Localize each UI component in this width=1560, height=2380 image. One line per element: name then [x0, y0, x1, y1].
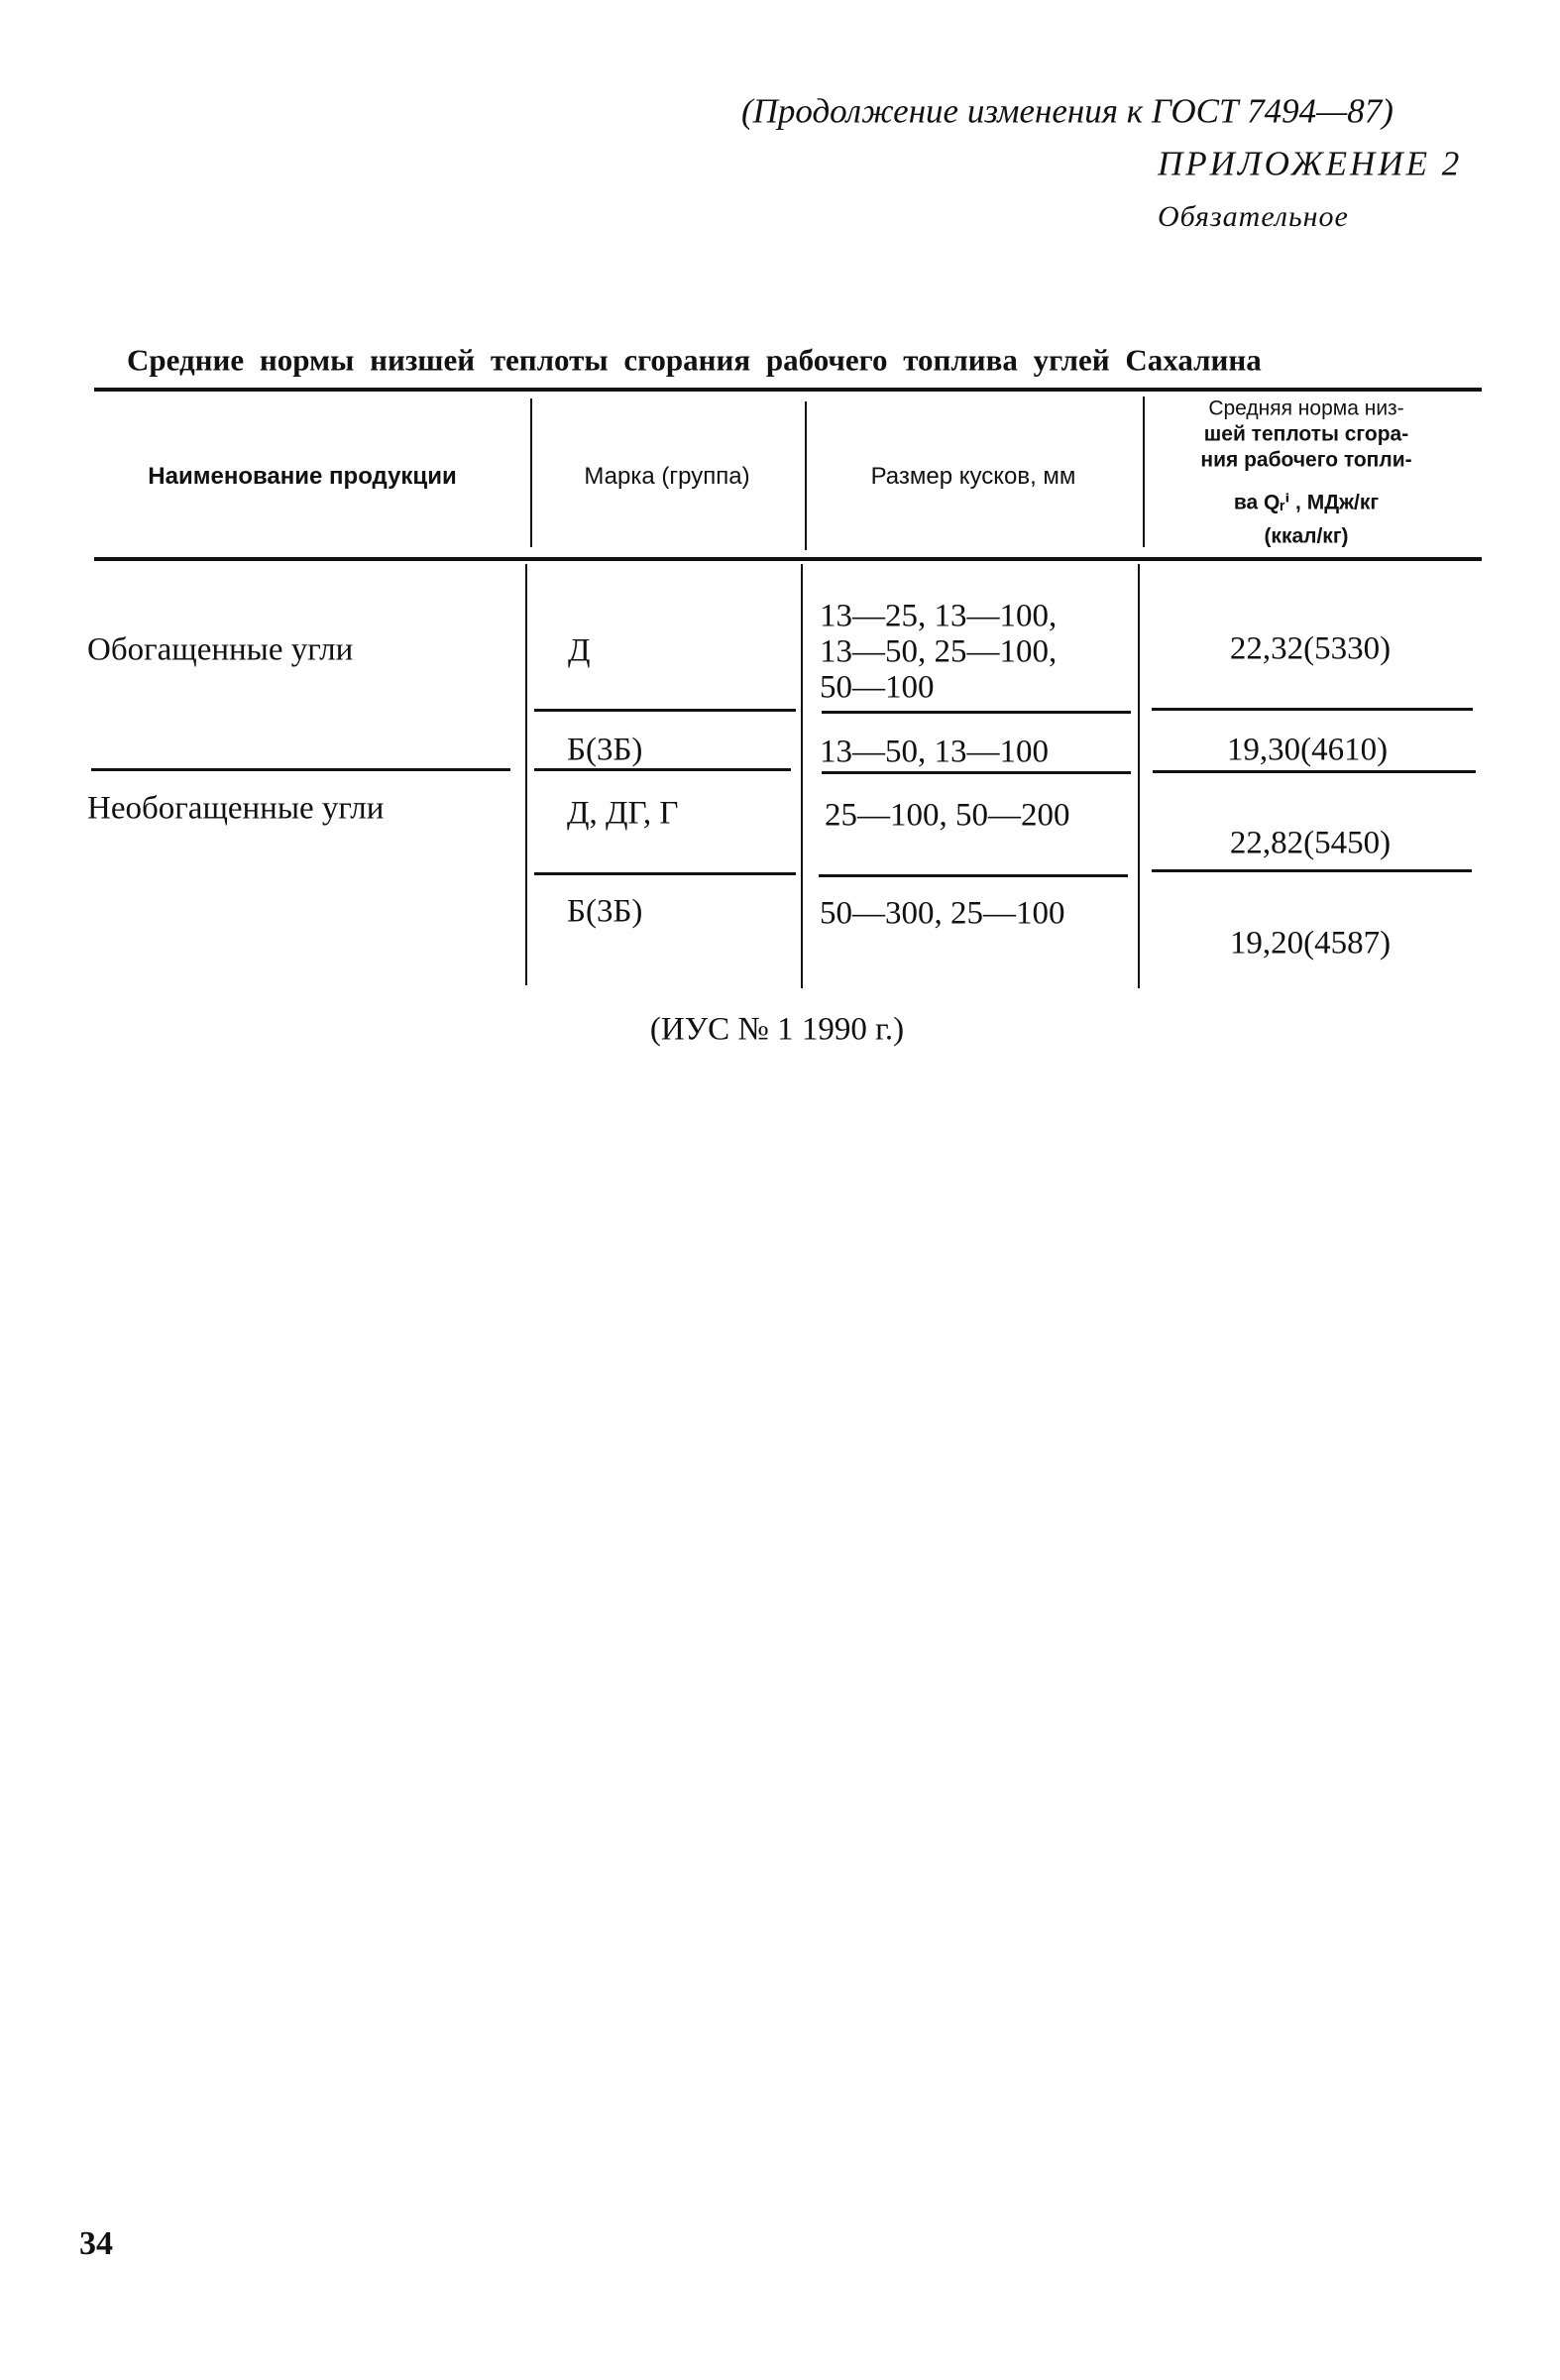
- cell-product: Необогащенные угли: [87, 790, 385, 827]
- appendix-label: ПРИЛОЖЕНИЕ 2: [1158, 144, 1463, 183]
- column-header-value-line: ния рабочего топли-: [1200, 448, 1412, 472]
- cell-product: Обогащенные угли: [87, 631, 354, 668]
- cell-value: 22,82(5450): [1229, 825, 1392, 861]
- header-bottom-rule: [94, 557, 1482, 561]
- table-top-rule: [94, 388, 1482, 392]
- column-header-value-line: ва Qᵣⁱ , МДж/кг: [1233, 491, 1380, 514]
- row-rule: [1152, 869, 1472, 872]
- appendix-status: Обязательное: [1158, 200, 1349, 233]
- continuation-note: (Продолжение изменения к ГОСТ 7494—87): [741, 91, 1393, 131]
- page-number: 34: [79, 2225, 113, 2262]
- cell-value: 19,20(4587): [1229, 925, 1392, 962]
- header-divider: [530, 398, 532, 547]
- cell-size: 50—300, 25—100: [820, 895, 1065, 932]
- row-rule: [534, 768, 791, 771]
- row-rule: [534, 709, 796, 712]
- row-rule: [534, 872, 796, 875]
- column-header-value-line: шей теплоты сгора-: [1203, 422, 1409, 446]
- column-header-value-line: (ккал/кг): [1264, 524, 1349, 548]
- cell-grade: Д: [568, 632, 591, 669]
- header-divider: [805, 401, 807, 550]
- cell-size: 50—100: [820, 669, 935, 706]
- row-rule: [822, 711, 1131, 714]
- column-header-value-line: Средняя норма низ-: [1208, 397, 1404, 420]
- cell-grade: Д, ДГ, Г: [567, 795, 679, 832]
- cell-size: 13—50, 13—100: [820, 734, 1049, 770]
- row-rule: [822, 771, 1131, 774]
- cell-size: 25—100, 50—200: [825, 797, 1070, 834]
- cell-size: 13—50, 25—100,: [820, 633, 1058, 670]
- column-divider: [525, 564, 527, 985]
- cell-size: 13—25, 13—100,: [820, 598, 1058, 634]
- column-divider: [1138, 564, 1140, 988]
- cell-grade: Б(3Б): [567, 893, 643, 930]
- header-divider: [1143, 397, 1145, 547]
- cell-value: 19,30(4610): [1226, 732, 1389, 768]
- column-header-product: Наименование продукции: [148, 463, 457, 490]
- row-rule: [1153, 770, 1476, 773]
- column-divider: [801, 564, 803, 988]
- column-header-grade: Марка (группа): [584, 463, 750, 490]
- table-title: Средние нормы низшей теплоты сгорания рабочего топлива углей Сахалина: [127, 342, 1262, 378]
- row-rule: [1152, 708, 1473, 711]
- row-rule: [819, 874, 1128, 877]
- footnote: (ИУС № 1 1990 г.): [649, 1011, 905, 1048]
- row-rule: [91, 768, 510, 771]
- cell-value: 22,32(5330): [1229, 630, 1392, 667]
- column-header-size: Размер кусков, мм: [870, 463, 1076, 490]
- cell-grade: Б(3Б): [567, 732, 643, 768]
